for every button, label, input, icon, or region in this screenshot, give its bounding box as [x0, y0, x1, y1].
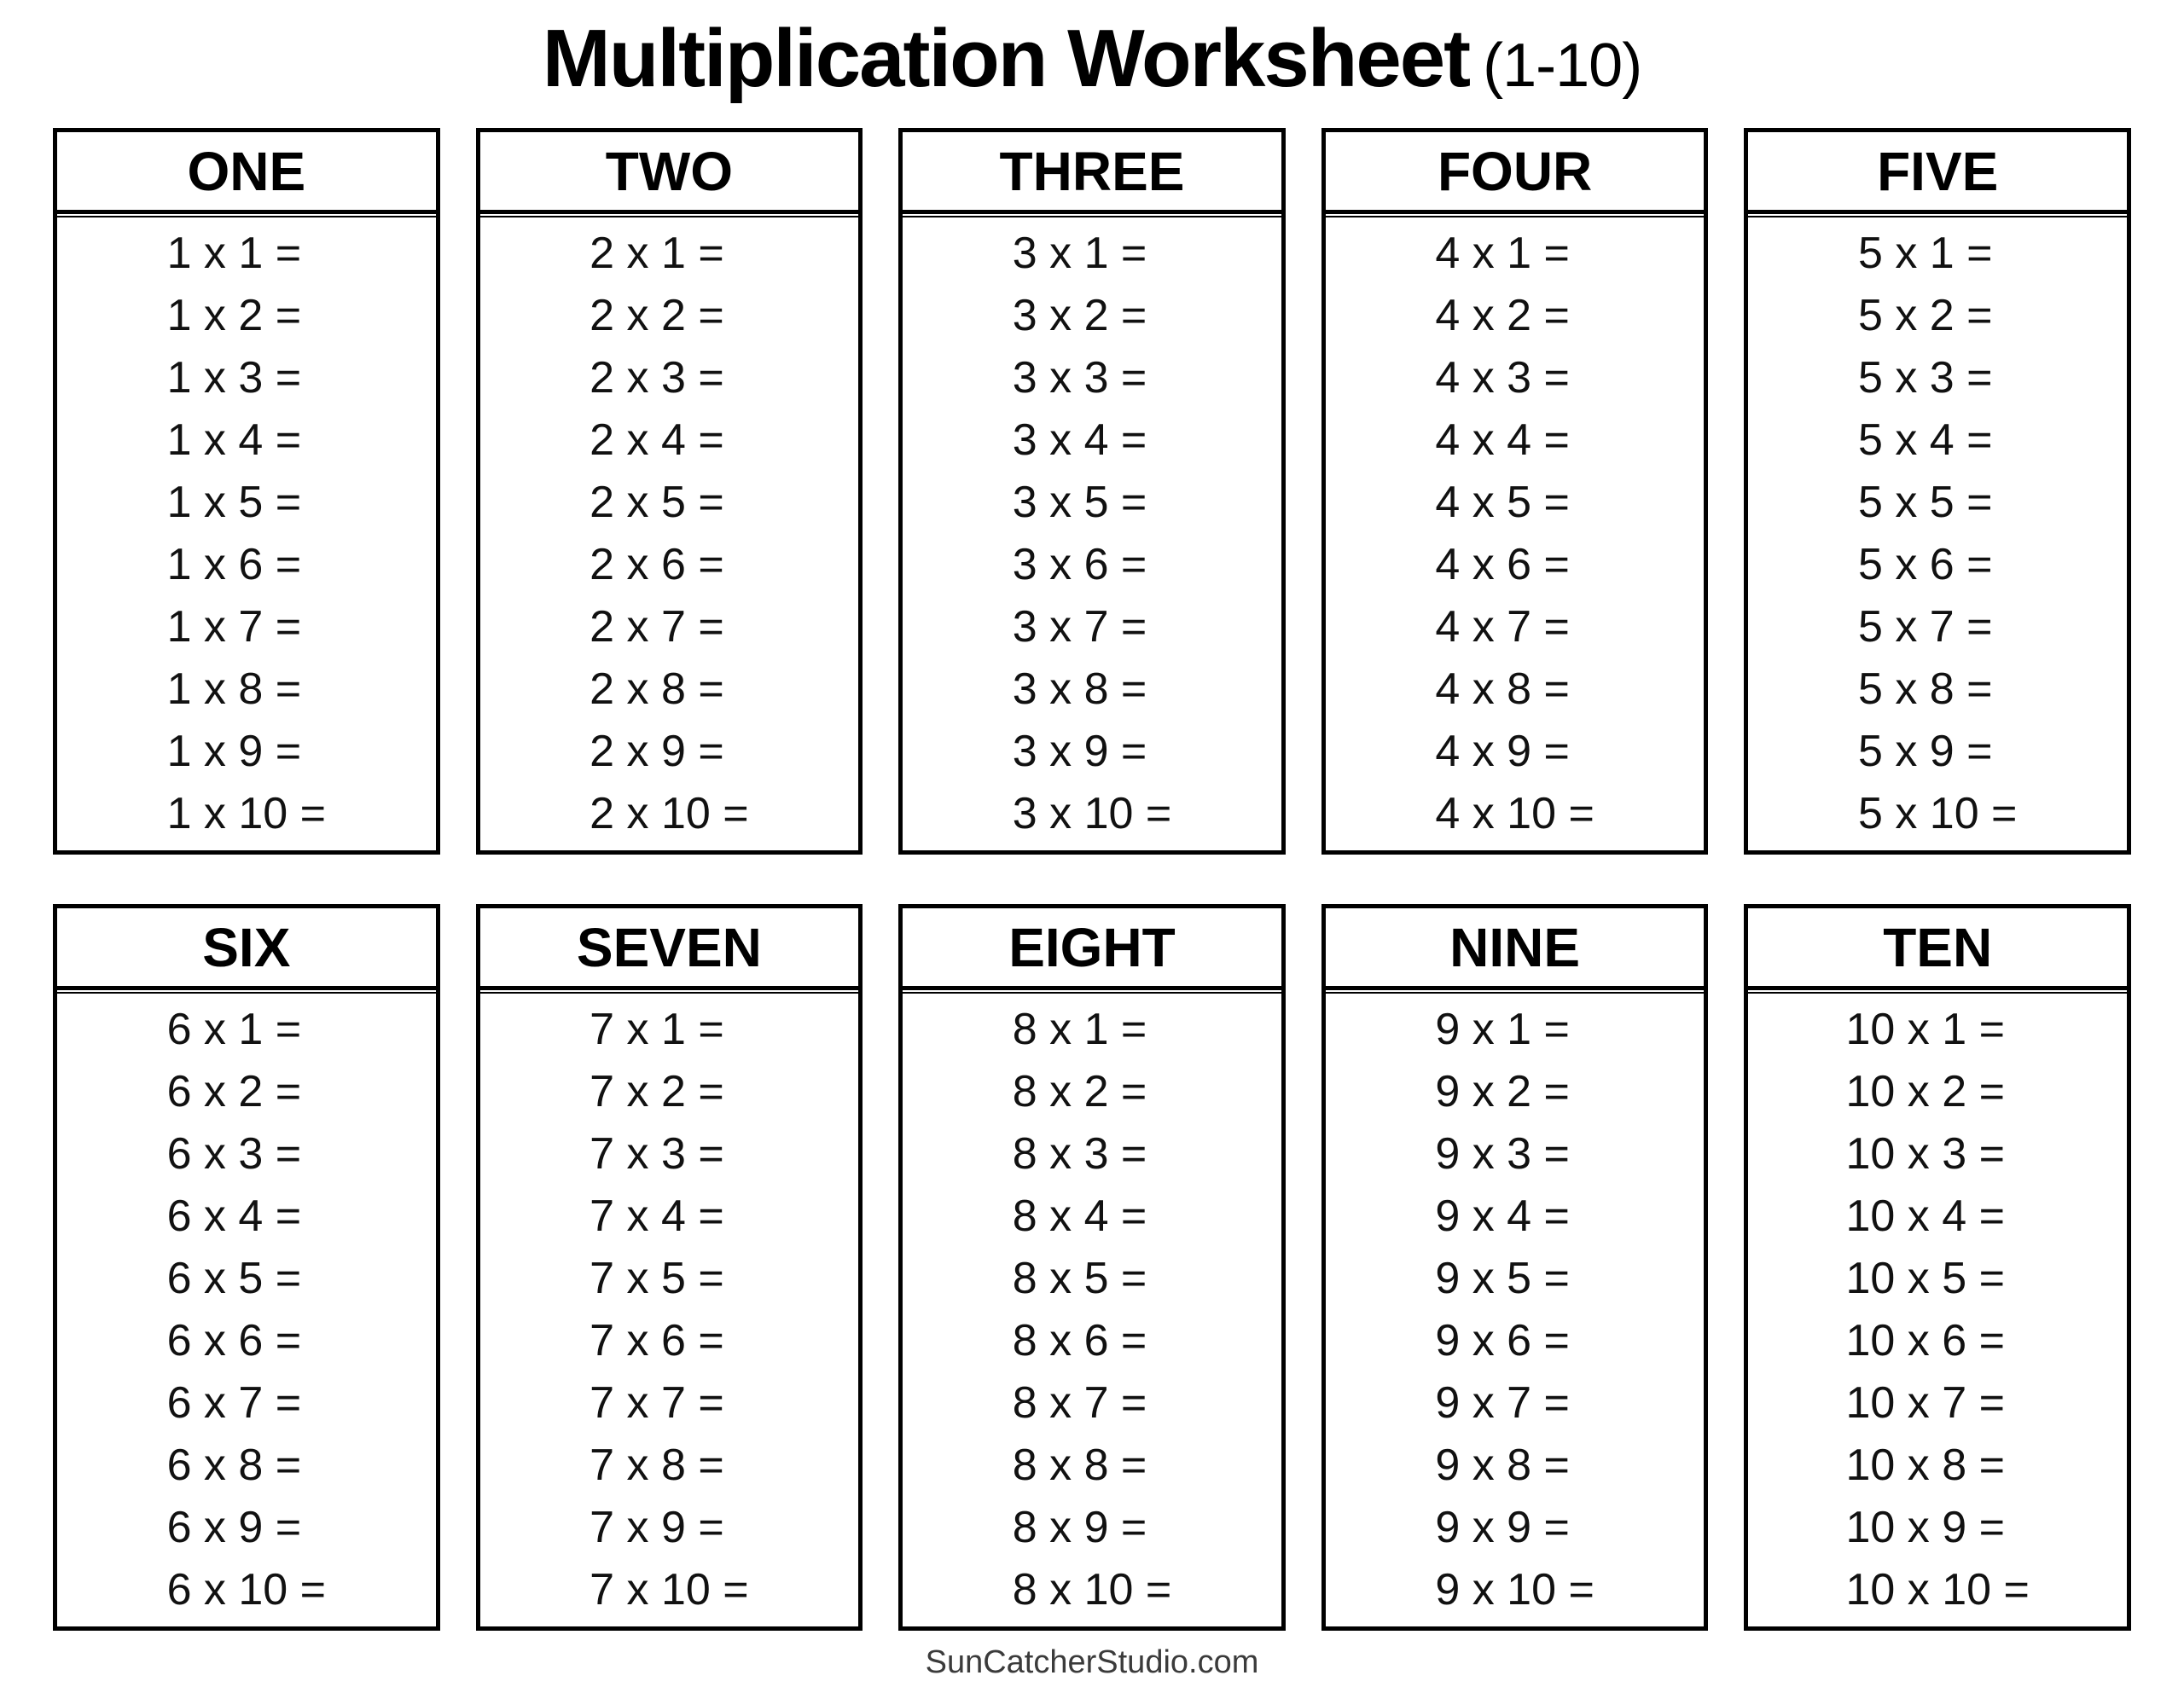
problem-list [1435, 999, 1594, 1621]
times-table-box-nine [1321, 904, 1709, 1631]
problem-row: 5 x 6 = [1857, 540, 1993, 589]
problem-row: 1 x 9 = [166, 727, 302, 776]
times-table-box-one [53, 128, 440, 855]
problem-row: 8 x 1 = [1012, 1005, 1147, 1054]
problem-row: 6 x 2 = [166, 1067, 302, 1116]
problem-row: 9 x 7 = [1435, 1378, 1570, 1428]
problem-row: 4 x 10 = [1435, 789, 1594, 838]
problem-row: 5 x 1 = [1857, 229, 1993, 278]
problem-row: 8 x 9 = [1012, 1503, 1147, 1552]
problem-row: 6 x 10 = [166, 1565, 327, 1615]
problem-row: 1 x 4 = [166, 415, 302, 465]
problem-row: 8 x 5 = [1012, 1254, 1147, 1303]
problem-row: 6 x 9 = [166, 1503, 302, 1552]
problem-row: 6 x 4 = [166, 1191, 302, 1241]
times-table-header: SIX [57, 908, 436, 990]
problem-row: 9 x 10 = [1435, 1565, 1594, 1615]
problem-row: 8 x 10 = [1012, 1565, 1172, 1615]
problem-row: 8 x 6 = [1012, 1316, 1147, 1365]
footer-credit: SunCatcherStudio.com [925, 1644, 1259, 1680]
problem-row: 6 x 7 = [166, 1378, 302, 1428]
problem-row: 4 x 9 = [1435, 727, 1570, 776]
times-table-box-five [1744, 128, 2131, 855]
problem-row: 3 x 7 = [1012, 602, 1147, 652]
times-table-box-six [53, 904, 440, 1631]
page-title [53, 0, 2131, 128]
problem-row: 10 x 9 = [1845, 1503, 2005, 1552]
problem-list [1435, 223, 1594, 845]
problem-row: 1 x 10 = [166, 789, 327, 838]
problem-row: 2 x 8 = [590, 664, 724, 714]
problem-row: 4 x 5 = [1435, 478, 1570, 527]
problem-row: 4 x 7 = [1435, 602, 1570, 652]
problem-row: 3 x 5 = [1012, 478, 1147, 527]
problem-row: 10 x 3 = [1845, 1129, 2005, 1179]
problem-row: 9 x 9 = [1435, 1503, 1570, 1552]
times-table-header: THREE [903, 132, 1281, 214]
problem-row: 8 x 4 = [1012, 1191, 1147, 1241]
problem-row: 7 x 1 = [590, 1005, 724, 1054]
times-table-body [903, 992, 1281, 1626]
times-table-body [57, 992, 436, 1626]
problem-row: 1 x 6 = [166, 540, 302, 589]
problem-row: 2 x 10 = [590, 789, 749, 838]
problem-row: 9 x 6 = [1435, 1316, 1570, 1365]
times-table-header: TWO [480, 132, 859, 214]
times-table-box-seven [476, 904, 863, 1631]
problem-row: 1 x 3 = [166, 353, 302, 403]
problem-row: 3 x 3 = [1012, 353, 1147, 403]
problem-row: 5 x 3 = [1857, 353, 1993, 403]
times-table-header: TEN [1748, 908, 2127, 990]
problem-row: 7 x 8 = [590, 1441, 724, 1490]
problem-list [167, 999, 326, 1621]
problem-row: 2 x 5 = [590, 478, 724, 527]
problem-row: 9 x 1 = [1435, 1005, 1570, 1054]
problem-row: 3 x 6 = [1012, 540, 1147, 589]
problem-row: 8 x 2 = [1012, 1067, 1147, 1116]
problem-row: 10 x 5 = [1845, 1254, 2005, 1303]
times-table-box-four [1321, 128, 1709, 855]
problem-row: 8 x 3 = [1012, 1129, 1147, 1179]
problem-row: 3 x 1 = [1012, 229, 1147, 278]
times-table-body [57, 216, 436, 850]
times-table-header: FOUR [1326, 132, 1705, 214]
page-title-main: Multiplication Worksheet [542, 13, 1470, 104]
problem-row: 10 x 10 = [1845, 1565, 2030, 1615]
times-table-body [1748, 992, 2127, 1626]
problem-row: 7 x 2 = [590, 1067, 724, 1116]
problem-row: 5 x 5 = [1857, 478, 1993, 527]
problem-row: 7 x 3 = [590, 1129, 724, 1179]
problem-list [1858, 223, 2017, 845]
times-table-header: ONE [57, 132, 436, 214]
problem-row: 1 x 1 = [166, 229, 302, 278]
times-table-header: EIGHT [903, 908, 1281, 990]
problem-row: 3 x 8 = [1012, 664, 1147, 714]
problem-row: 7 x 4 = [590, 1191, 724, 1241]
problem-row: 5 x 10 = [1857, 789, 2018, 838]
times-table-header: SEVEN [480, 908, 859, 990]
problem-row: 7 x 9 = [590, 1503, 724, 1552]
problem-row: 5 x 8 = [1857, 664, 1993, 714]
times-table-body [1326, 992, 1705, 1626]
problem-row: 1 x 5 = [166, 478, 302, 527]
problem-row: 10 x 4 = [1845, 1191, 2005, 1241]
problem-row: 9 x 8 = [1435, 1441, 1570, 1490]
times-table-box-three [898, 128, 1286, 855]
problem-row: 6 x 6 = [166, 1316, 302, 1365]
times-table-header: NINE [1326, 908, 1705, 990]
times-table-header: FIVE [1748, 132, 2127, 214]
worksheet-grid [53, 128, 2131, 1631]
problem-row: 10 x 7 = [1845, 1378, 2005, 1428]
problem-row: 1 x 8 = [166, 664, 302, 714]
times-table-box-eight [898, 904, 1286, 1631]
problem-row: 5 x 7 = [1857, 602, 1993, 652]
problem-row: 3 x 2 = [1012, 291, 1147, 340]
problem-row: 10 x 6 = [1845, 1316, 2005, 1365]
problem-row: 6 x 8 = [166, 1441, 302, 1490]
problem-row: 6 x 3 = [166, 1129, 302, 1179]
problem-list [167, 223, 326, 845]
problem-list [1013, 223, 1171, 845]
times-table-box-ten [1744, 904, 2131, 1631]
problem-row: 8 x 8 = [1012, 1441, 1147, 1490]
times-table-body [903, 216, 1281, 850]
problem-list [1846, 999, 2030, 1621]
problem-row: 1 x 7 = [166, 602, 302, 652]
times-table-body [480, 216, 859, 850]
problem-row: 3 x 9 = [1012, 727, 1147, 776]
problem-row: 5 x 9 = [1857, 727, 1993, 776]
problem-row: 9 x 2 = [1435, 1067, 1570, 1116]
problem-list [590, 999, 748, 1621]
problem-row: 2 x 2 = [590, 291, 724, 340]
problem-row: 2 x 9 = [590, 727, 724, 776]
times-table-box-two [476, 128, 863, 855]
problem-row: 2 x 3 = [590, 353, 724, 403]
problem-row: 6 x 5 = [166, 1254, 302, 1303]
times-table-body [480, 992, 859, 1626]
problem-row: 5 x 2 = [1857, 291, 1993, 340]
problem-row: 7 x 5 = [590, 1254, 724, 1303]
problem-row: 9 x 4 = [1435, 1191, 1570, 1241]
problem-row: 4 x 1 = [1435, 229, 1570, 278]
times-table-body [1748, 216, 2127, 850]
problem-row: 9 x 3 = [1435, 1129, 1570, 1179]
problem-row: 7 x 10 = [590, 1565, 749, 1615]
problem-row: 10 x 1 = [1845, 1005, 2005, 1054]
problem-row: 7 x 6 = [590, 1316, 724, 1365]
problem-row: 1 x 2 = [166, 291, 302, 340]
problem-row: 10 x 2 = [1845, 1067, 2005, 1116]
problem-row: 7 x 7 = [590, 1378, 724, 1428]
problem-row: 4 x 4 = [1435, 415, 1570, 465]
problem-row: 2 x 6 = [590, 540, 724, 589]
problem-row: 4 x 2 = [1435, 291, 1570, 340]
problem-row: 6 x 1 = [166, 1005, 302, 1054]
problem-row: 2 x 4 = [590, 415, 724, 465]
page-title-range: (1-10) [1483, 32, 1642, 100]
problem-row: 2 x 7 = [590, 602, 724, 652]
problem-row: 2 x 1 = [590, 229, 724, 278]
problem-list [1013, 999, 1171, 1621]
problem-row: 4 x 8 = [1435, 664, 1570, 714]
problem-row: 4 x 6 = [1435, 540, 1570, 589]
problem-row: 9 x 5 = [1435, 1254, 1570, 1303]
problem-row: 8 x 7 = [1012, 1378, 1147, 1428]
problem-row: 3 x 10 = [1012, 789, 1172, 838]
problem-row: 3 x 4 = [1012, 415, 1147, 465]
problem-list [590, 223, 748, 845]
problem-row: 10 x 8 = [1845, 1441, 2005, 1490]
problem-row: 5 x 4 = [1857, 415, 1993, 465]
times-table-body [1326, 216, 1705, 850]
problem-row: 4 x 3 = [1435, 353, 1570, 403]
